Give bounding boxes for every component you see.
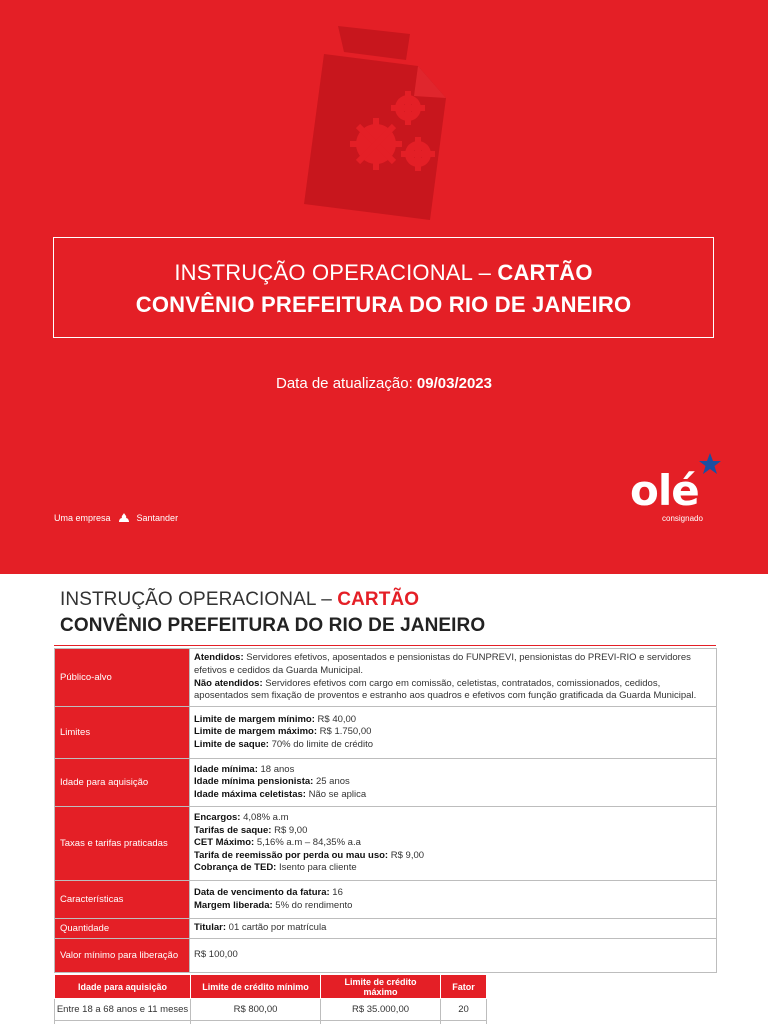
table-cell	[55, 1021, 191, 1024]
row-label: Valor mínimo para liberação	[55, 938, 190, 972]
ole-logo-word: olé	[630, 466, 699, 515]
ole-consignado-logo	[630, 452, 730, 527]
document-gears-icon	[300, 20, 470, 225]
row-value	[190, 649, 717, 707]
cover-subtitle: CONVÊNIO PREFEITURA DO RIO DE JANEIRO	[135, 292, 632, 317]
field-key: Limite de saque:	[194, 738, 269, 750]
field-key: Idade mínima:	[194, 763, 258, 775]
field-value: 70% do limite de crédito	[268, 738, 373, 750]
field-value: 01 cartão por matrícula	[226, 922, 327, 933]
table-row	[55, 938, 717, 972]
table-row	[55, 999, 487, 1021]
field-value: R$ 40,00	[314, 713, 357, 725]
field-key: Limite de margem mínimo:	[194, 713, 315, 725]
field-key: Idade máxima celetistas:	[194, 788, 306, 800]
row-value	[190, 881, 717, 919]
table-cell: 20	[441, 999, 487, 1021]
table-row	[55, 1021, 487, 1024]
table-row	[55, 649, 717, 707]
nao-atendidos-key: Não atendidos:	[194, 677, 263, 689]
instruction-page	[0, 574, 768, 1024]
row-label: Idade para aquisição	[55, 759, 190, 807]
cover-title-bold: CARTÃO	[497, 260, 593, 285]
field-key: CET Máximo:	[194, 837, 255, 849]
field-value: 5,16% a.m – 84,35% a.a	[254, 837, 361, 849]
empresa-label: Uma empresa	[54, 513, 111, 523]
field-value: 4,08% a.m	[240, 812, 289, 824]
table-cell	[191, 1021, 321, 1024]
ole-logo-sub: consignado	[662, 514, 703, 523]
table-cell: R$ 800,00	[191, 999, 321, 1021]
cover-title-regular: INSTRUÇÃO OPERACIONAL –	[174, 260, 498, 285]
row-value	[190, 707, 717, 759]
field-key: Tarifas de saque:	[194, 824, 272, 836]
row-label: Quantidade	[55, 919, 190, 939]
field-value: R$ 1.750,00	[317, 726, 372, 738]
title-divider	[54, 645, 716, 646]
page-title	[60, 589, 419, 611]
atendidos-value: Servidores efetivos, aposentados e pensionistas do FUNPREVI, pensionistas do PREVI-RIO e servidores efetivos e cedidos da Guarda Municipal.	[194, 652, 691, 676]
row-value: R$ 100,00	[190, 938, 717, 972]
santander-flame-icon	[119, 513, 129, 523]
table-row	[55, 707, 717, 759]
fator-header-row	[55, 975, 487, 999]
santander-label: Santander	[136, 513, 179, 523]
cover-title	[54, 260, 713, 286]
table-cell: R$ 35.000,00	[321, 999, 441, 1021]
field-value: 16	[329, 886, 343, 898]
table-row	[55, 759, 717, 807]
empresa-santander	[54, 513, 178, 523]
row-value	[190, 807, 717, 881]
page-title-regular: INSTRUÇÃO OPERACIONAL –	[60, 589, 338, 610]
field-key: Cobrança de TED:	[194, 862, 277, 874]
row-label: Características	[55, 881, 190, 919]
field-value: Não se aplica	[305, 788, 367, 800]
column-header: Limite de crédito máximo	[321, 975, 441, 999]
field-value: R$ 9,00	[271, 824, 308, 836]
page-subtitle: CONVÊNIO PREFEITURA DO RIO DE JANEIRO	[60, 615, 486, 636]
column-header: Limite de crédito mínimo	[191, 975, 321, 999]
row-label: Público-alvo	[55, 649, 190, 707]
table-cell	[321, 1021, 441, 1024]
field-value: 5% do rendimento	[272, 899, 353, 911]
table-row	[55, 919, 717, 939]
row-label: Taxas e tarifas praticadas	[55, 807, 190, 881]
field-key: Encargos:	[194, 812, 241, 824]
column-header: Idade para aquisição	[55, 975, 191, 999]
table-cell: Entre 18 a 68 anos e 11 meses	[55, 999, 191, 1021]
update-label: Data de atualização:	[275, 375, 417, 392]
column-header: Fator	[441, 975, 487, 999]
row-label: Limites	[55, 707, 190, 759]
nao-atendidos-value: Servidores efetivos com cargo em comissão, celetistas, contratados, comissionados, cedidos, aposentados sem fixação de proventos e estranho aos quadros e efetivos com função gratificada da Guarda Municipal.	[194, 677, 697, 702]
field-key: Margem liberada:	[194, 899, 273, 911]
field-key: Tarifa de reemissão por perda ou mau uso:	[194, 849, 389, 861]
field-key: Limite de margem máximo:	[194, 726, 318, 738]
field-key: Idade mínima pensionista:	[194, 776, 314, 788]
table-row	[55, 881, 717, 919]
fator-table	[54, 974, 487, 1024]
update-date: 09/03/2023	[416, 375, 492, 392]
row-value	[190, 919, 717, 939]
row-value	[190, 759, 717, 807]
table-cell	[441, 1021, 487, 1024]
field-value: 25 anos	[313, 776, 350, 788]
page-title-bold: CARTÃO	[337, 589, 420, 610]
info-table	[54, 648, 717, 973]
cover-title-box	[53, 237, 714, 338]
atendidos-key: Atendidos:	[194, 652, 244, 664]
star-icon	[698, 452, 722, 476]
field-value: Isento para cliente	[276, 862, 357, 874]
table-row	[55, 807, 717, 881]
field-key: Titular:	[194, 922, 227, 933]
update-date-line	[0, 375, 768, 392]
field-key: Data de vencimento da fatura:	[194, 886, 330, 898]
field-value: R$ 9,00	[388, 849, 425, 861]
field-value: 18 anos	[257, 763, 295, 775]
